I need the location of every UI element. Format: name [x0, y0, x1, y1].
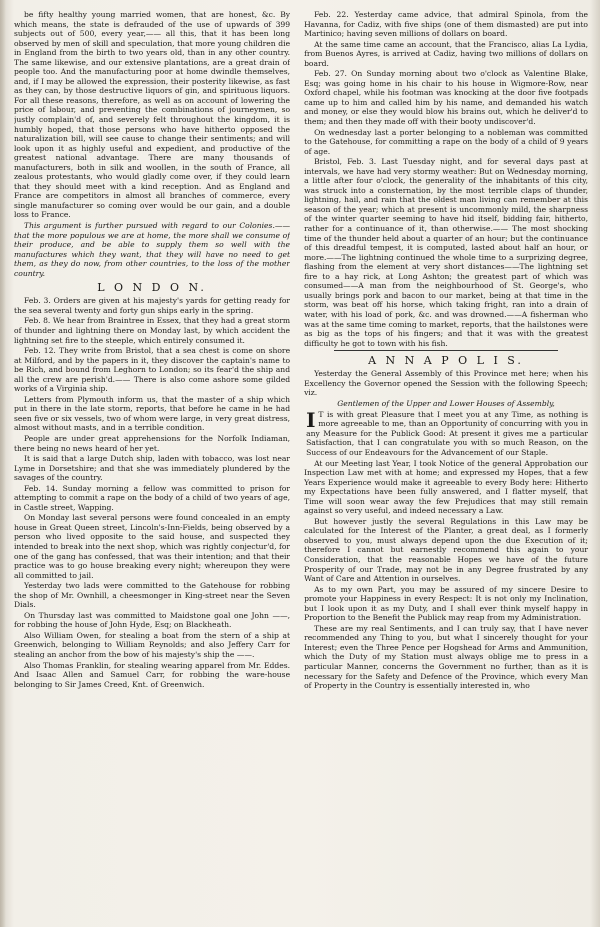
right-column	[304, 10, 588, 921]
speech-paragraph	[304, 407, 588, 458]
news-item: On Thursday last was committed to Maidstone goal one John ——, for robbing the house of John Hyde, Esq; on Blackheath.	[14, 610, 291, 630]
speech-paragraph: These are my real Sentiments, and I can truly say, that I have never recommended any Thing to you, but what I sincerely thought for your Interest; even the Three Pence per Hogshead for Arms and Ammunition, which the Duty of my Station must always oblige me to press in a particular Manner, concerns the Government no further, than as it is necessary for the Safety and Defence of the Province, which every Man of Property in the Country is essentially interested in, who	[304, 623, 588, 691]
speech-salutation: Gentlemen of the Upper and Lower Houses of Assembly,	[337, 398, 555, 408]
london-heading: L O N D O N.	[97, 281, 207, 295]
speech-paragraph: But however justly the several Regulations in this Law may be calculated for the Interest of the Planter, a great deal, as I formerly observed to you, must always depend upon the due Execution of it; therefore I cannot but earnestly recommend this again to your Consideration, that the reasonable Hopes we have of the future Prosperity of our Trade, may not be in any Degree frustrated by any Want of Care and Attention in ourselves.	[304, 516, 588, 584]
page-fold-shadow	[0, 0, 6, 927]
news-item: Feb. 12. They write from Bristol, that a sea chest is come on shore at Milford, and by the papers in it, they discover the captain's name to be Rich, and bound from Leghorn to London; so its fear'd the ship and all the crew are perish'd.—— There is also come ashore some gilded works of a Virginia ship.	[14, 346, 291, 394]
news-item: Yesterday two lads were committed to the Gatehouse for robbing the shop of Mr. Ownhill, a cheesmonger in King-street near the Seven Dials.	[14, 581, 291, 610]
left-column	[14, 10, 290, 921]
news-item: Letters from Plymouth inform us, that the master of a ship which put in there in the late storm, reports, that before he came in he had seen five or six vessels, two of whom were large, in very great distress, almost without masts, and in a terrible condition.	[14, 394, 291, 433]
news-item: People are under great apprehensions for the Norfolk Indiaman, there being no news heard of her yet.	[14, 433, 291, 453]
assembly-intro: Yesterday the General Assembly of this Province met here; when his Excellency the Governor opened the Session with the following Speech; viz.	[304, 369, 588, 398]
news-item: Also William Owen, for stealing a boat from the stern of a ship at Greenwich, belonging to William Reynolds; and also Jeffery Carr for stealing an anchor from the bow of his majesty's ship the ——.	[14, 630, 291, 659]
news-item: Also Thomas Franklin, for stealing wearing apparel from Mr. Eddes. And Isaac Allen and Samuel Carr, for robbing the ware-house belonging to Sir James Creed, Knt. of Greenwich.	[14, 660, 291, 689]
annapolis-heading: A N N A P O L I S.	[368, 354, 524, 368]
section-divider	[334, 350, 558, 351]
speech-paragraph: As to my own Part, you may be assured of my sincere Desire to promote your Happiness in every Respect: It is not only my Inclination, but I look upon it as my Duty, and I shall ever think myself happy in Proportion to the Benefit the Publick may reap from my Administration.	[304, 584, 588, 623]
colonies-note: This argument is further pursued with regard to our Colonies.——that the more populous we are at home, the more shall we consume of their produce, and be able to supply them so well with the manufactures which they want, that they will have no need to get them, as they do now, from other countries, to the loss of the mother country.	[14, 221, 291, 278]
drop-cap: I	[306, 407, 316, 432]
news-item: Feb. 14. Sunday morning a fellow was committed to prison for attempting to commit a rape on the body of a child of two years of age, in Castle street, Wapping.	[14, 483, 291, 512]
news-item: Feb. 3. Orders are given at his majesty's yards for getting ready for the sea several twenty and forty gun ships early in the spring.	[14, 296, 291, 315]
speech-opening-text: T is with great Pleasure that I meet you at any Time, as nothing is more agreeable to me, than an Opportunity of concurring with you in any Measure for the Publick Good: At present it gives me a particular Satisfaction, that I can congratulate you with so much Reason, on the Success of our Endeavours for the Advancement of our Staple.	[306, 409, 588, 457]
news-item: On wednesday last a porter belonging to a nobleman was committed to the Gatehouse, for committing a rape on the body of a child of 9 years of age.	[304, 127, 588, 156]
naturalization-argument: be fifty healthy young married women, that are honest, &c. By which means, the state is defrauded of the use of upwards of 399 subjects out of 500, every year,—— all this, that it has been long observed by men of skill and speculation, that more young children die in England from the birth to two years old, than in any other country. The same likewise, and our extensive plantations, are a great drain of people too. And the manufacturing poor at home dwindle themselves, and, if I may be allowed the expression, their posterity likewise, as fast as they can, by those destructive liquors of gin, and spirituous liquors. For all these reasons, therefore, as well as on account of lowering the price of labour, and preventing the combinations of journeymen, so justly complain'd of, and severely felt throughout the kingdom, it is humbly hoped, that those persons who have hitherto opposed the naturalization bill, will see cause to change their sentiments; and will look upon it as highly useful and expedient, and productive of the greatest national advantage. There are many thousands of manufacturers, both in silk and woollen, in the south of France, all zealous protestants, who would gladly come over, if they could learn that they should meet with a kind reception. And as England and France are competitors in almost all branches of commerce, every single manufacturer so coming over would be our gain, and a double loss to France.	[14, 10, 291, 220]
news-item: On Monday last several persons were found concealed in an empty house in Great Queen street, Lincoln's-Inn-Fields, being observed by a person who lived opposite to the said house, and suspected they intended to break into the next shop, which was rightly conjectur'd, for one of the gang has confessed, that was their intention; and that their practice was to go house breaking every night; whereupon they were all committed to jail.	[14, 513, 291, 580]
news-item: At the same time came an account, that the Francisco, alias La Lydia, from Buenos Ayres, is arrived at Cadiz, having two millions of dollars on board.	[304, 39, 588, 68]
news-item: Feb. 22. Yesterday came advice, that admiral Spinola, from the Havanna, for Cadiz, with five ships (one of them dismasted) are put into Martinico; having seven millions of dollars on board.	[304, 10, 588, 39]
speech-paragraph: At our Meeting last Year, I took Notice of the general Approbation our Inspection Law met with at home; and expressed my Hopes, that a few Years Experience would make it agreeable to every Body here: Hitherto my Expectations have been fully answered, and I flatter myself, that Time will soon wear away the few Prejudices that may still remain against so very useful, and indeed necessary a Law.	[304, 458, 588, 516]
news-item: Bristol, Feb. 3. Last Tuesday night, and for several days past at intervals, we have had very stormy weather: But on Wednesday morning, a little after four o'clock, the generality of the inhabitants of this city, was struck into a consternation, by the most terrible claps of thunder, lightning, hail, and rain that the oldest man living can remember at this season of the year; which at present is uncommonly mild, the sharpness of the winter quarter seeming to have hid itself, bidding fair, hitherto, rather for a continuance of it, than otherwise.—— The most shocking time of the thunder held about a quarter of an hour; but the continuance of this dreadful tempest, it is computed, lasted about half an hour, or more.——The lightning continued the whole time to a surprizing degree, flashing from the element at very short distances——The lightning set fire to a hay rick, at Long Ashton; the greatest part of which was consumed——A man from the neighbourhood of St. George's, who usually brings pork and bacon to our market, being at that time in the storm, was beat off his horse, which taking fright, ran into a drain of water, with his load of pork, &c. and was drowned.——A fisherman who was at the same time coming to market, reports, that the hailstones were as big as the tops of his fingers; and that it was with the greatest difficulty he got to town with his fish.	[304, 157, 588, 348]
news-item: Feb. 27. On Sunday morning about two o'clock as Valentine Blake, Esq; was going home in his chair to his house in Wigmore-Row, near Oxford chapel, while his footman was knocking at the door five footpads came up to him and called him by his name, and demanded his watch and money, or else they would blow his brains out, which he deliver'd to them; and then they made off with their booty undiscover'd.	[304, 69, 588, 127]
news-item: Feb. 8. We hear from Braintree in Essex, that they had a great storm of thunder and lightning there on Monday last, by which accident the lightning set fire to the steeple, which entirely consumed it.	[14, 316, 291, 345]
news-item: It is said that a large Dutch ship, laden with tobacco, was lost near Lyme in Dorsetshire; and that she was immediately plundered by the savages of the country.	[14, 454, 291, 483]
